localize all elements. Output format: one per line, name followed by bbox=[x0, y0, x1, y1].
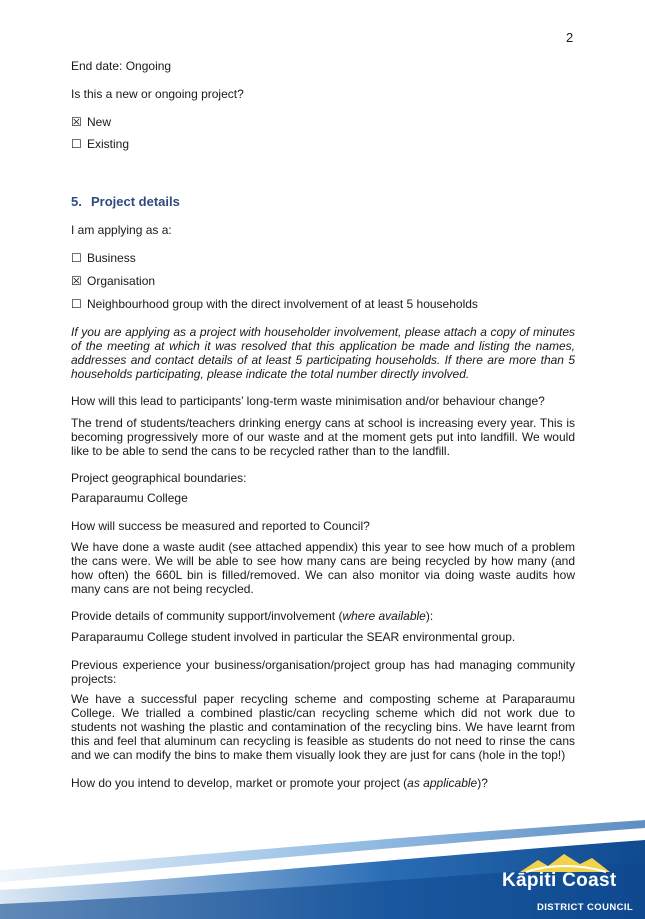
checkbox-empty-icon: ☐ bbox=[71, 251, 82, 265]
page-number: 2 bbox=[566, 30, 574, 45]
answer-experience: We have a successful paper recycling scheme and composting scheme at Paraparaumu College. We trialled a combined plastic/can recycling scheme which did not work due to students not washing the plastic and contamination of the recycling bins. We have learnt from this and feel that aluminum can recycling is feasible as students do not need to rinse the cans and we can modify the bins to make them visually look they are just for cans (hole in the top!) bbox=[71, 692, 575, 762]
question-boundaries: Project geographical boundaries: bbox=[71, 471, 247, 485]
question-success: How will success be measured and reported to Council? bbox=[71, 519, 370, 533]
question-new-or-ongoing: Is this a new or ongoing project? bbox=[71, 87, 244, 101]
question-waste-minimisation: How will this lead to participants’ long-term waste minimisation and/or behaviour change? bbox=[71, 394, 545, 408]
section-heading bbox=[71, 194, 180, 209]
option-existing bbox=[71, 137, 129, 151]
question-italic-text: where available bbox=[342, 609, 426, 623]
logo-name: Kāpiti Coast bbox=[502, 870, 617, 891]
answer-waste-minimisation: The trend of students/teachers drinking energy cans at school is increasing every year. This is becoming progressively more of our waste and at the moment gets put into landfill. We would like to be able to send the cans to be recycled rather than to the landfill. bbox=[71, 416, 575, 458]
option-neighbourhood-group bbox=[71, 297, 478, 311]
answer-boundaries: Paraparaumu College bbox=[71, 491, 188, 505]
applying-as-label: I am applying as a: bbox=[71, 223, 172, 237]
option-label: Neighbourhood group with the direct involvement of at least 5 households bbox=[87, 297, 478, 311]
option-label: Business bbox=[87, 251, 136, 265]
option-label: New bbox=[87, 115, 112, 129]
checkbox-empty-icon: ☐ bbox=[71, 137, 82, 151]
question-promote bbox=[71, 776, 488, 790]
question-experience: Previous experience your business/organisation/project group has had managing community projects: bbox=[71, 658, 575, 686]
question-italic-text: as applicable bbox=[407, 776, 478, 790]
logo-subtitle: DISTRICT COUNCIL bbox=[537, 902, 634, 913]
answer-success: We have done a waste audit (see attached appendix) this year to see how much of a problem the cans were. We will be able to see how many cans are being recycled by how many (and how often) the 660L bin is filled/removed. We can also monitor via doing waste audits how many cans are not being recycled. bbox=[71, 540, 575, 596]
end-date: End date: Ongoing bbox=[71, 59, 172, 73]
option-organisation bbox=[71, 274, 155, 288]
question-community-support bbox=[71, 609, 433, 623]
option-new bbox=[71, 115, 111, 129]
option-label: Existing bbox=[87, 137, 130, 151]
checkbox-checked-icon: ☒ bbox=[71, 115, 82, 129]
question-text: Provide details of community support/involvement ( bbox=[71, 609, 343, 623]
question-text: How do you intend to develop, market or promote your project ( bbox=[71, 776, 408, 790]
question-text: )? bbox=[477, 776, 488, 790]
householder-note: If you are applying as a project with householder involvement, please attach a copy of minutes of the meeting at which it was resolved that this application be made and listing the names, addresses and contact details of at least 5 participating households. If there are more than 5 households participating, please indicate the total number directly involved. bbox=[71, 325, 575, 381]
answer-community-support: Paraparaumu College student involved in particular the SEAR environmental group. bbox=[71, 630, 516, 644]
checkbox-empty-icon: ☐ bbox=[71, 297, 82, 311]
option-business bbox=[71, 251, 136, 265]
option-label: Organisation bbox=[87, 274, 156, 288]
question-text: ): bbox=[425, 609, 434, 623]
checkbox-checked-icon: ☒ bbox=[71, 274, 82, 288]
section-title: Project details bbox=[91, 194, 180, 209]
section-number: 5. bbox=[71, 194, 82, 209]
